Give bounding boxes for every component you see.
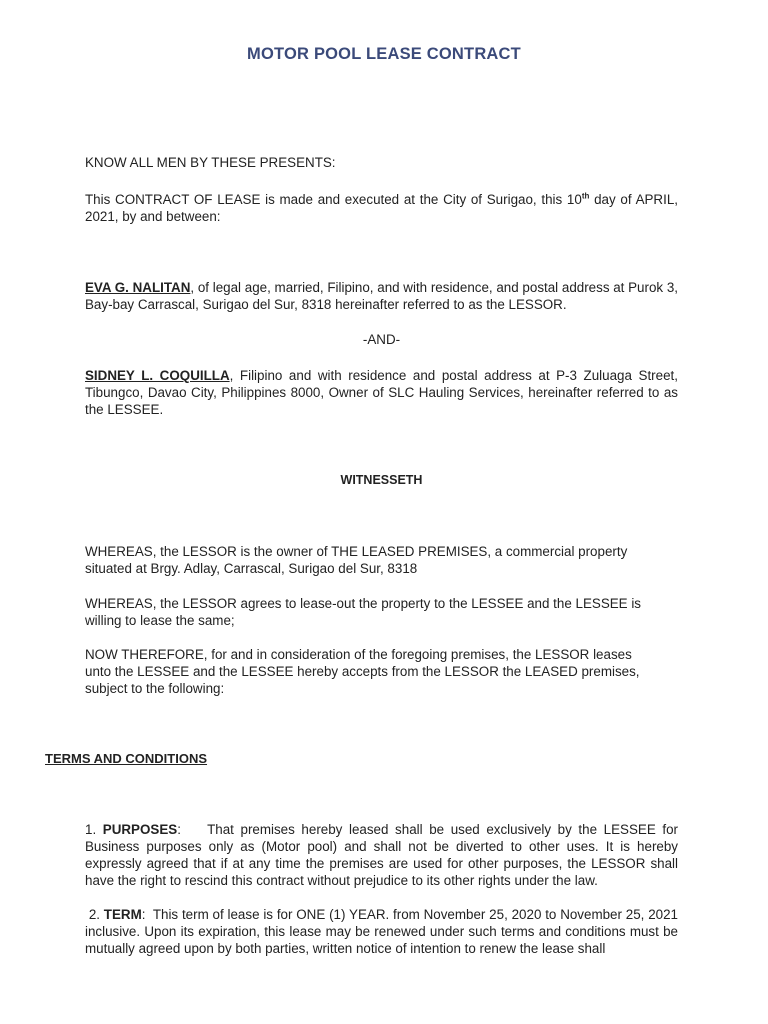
term-number: 1. (85, 822, 103, 837)
lessor-details: , of legal age, married, Filipino, and with residence, and postal address at Purok 3, Bay-bay Carrascal, Surigao del Sur, 8318 hereinafter referred to as the LESSOR. (85, 280, 679, 312)
term-text: : This term of lease is for ONE (1) YEAR. from November 25, 2020 to November 25, 2021 inclusive. Upon its expiration, this lease may be renewed under such terms and conditions must be mutually agreed upon by both parties, written notice of intention to renew the lease shall (85, 907, 682, 956)
term-number: 2. (85, 907, 104, 922)
opening-line: KNOW ALL MEN BY THESE PRESENTS: (85, 155, 336, 170)
whereas-paragraph-1: WHEREAS, the LESSOR is the owner of THE LEASED PREMISES, a commercial property situated at Brgy. Adlay, Carrascal, Surigao del Sur, 8318 (85, 544, 628, 576)
lessee-paragraph (85, 367, 678, 418)
terms-heading: TERMS AND CONDITIONS (45, 751, 208, 766)
intro-paragraph (85, 191, 678, 225)
whereas-paragraph-2: WHEREAS, the LESSOR agrees to lease-out the property to the LESSEE and the LESSEE is willing to lease the same; (85, 596, 642, 628)
intro-text: This CONTRACT OF LEASE is made and executed at the City of Surigao, this 10 (85, 192, 582, 207)
lessee-name: SIDNEY L. COQUILLA (85, 368, 230, 383)
term-text: : That premises hereby leased shall be used exclusively by the LESSEE for Business purposes only as (Motor pool) and shall not be diverted to other uses. It is hereby expressly agreed that if at any time the premises are used for other purposes, the LESSOR shall have the right to rescind this contract without prejudice to its other rights under the law. (85, 822, 682, 888)
term-label: TERM (103, 907, 142, 922)
witnesseth-heading: WITNESSETH (340, 473, 423, 487)
term-label: PURPOSES (102, 822, 178, 837)
lessee-details: , Filipino and with residence and postal address at P-3 Zuluaga Street, Tibungco, Davao City, Philippines 8000, Owner of SLC Hauling Services, hereinafter referred to as the LESSEE. (85, 368, 678, 417)
term-item-purposes (85, 821, 682, 889)
term-item-term (85, 906, 682, 957)
document-title: MOTOR POOL LEASE CONTRACT (247, 45, 521, 63)
lessor-name: EVA G. NALITAN (85, 280, 191, 295)
day-ordinal: th (581, 191, 590, 201)
now-therefore-paragraph: NOW THEREFORE, for and in consideration of the foregoing premises, the LESSOR leases unto the LESSEE and the LESSEE hereby accepts from the LESSOR the LEASED premises, subject to the following: (85, 647, 640, 696)
and-separator: -AND- (362, 332, 401, 347)
lessor-paragraph (85, 279, 678, 313)
intro-text-end: day of APRIL, 2021, by and between: (85, 192, 678, 224)
